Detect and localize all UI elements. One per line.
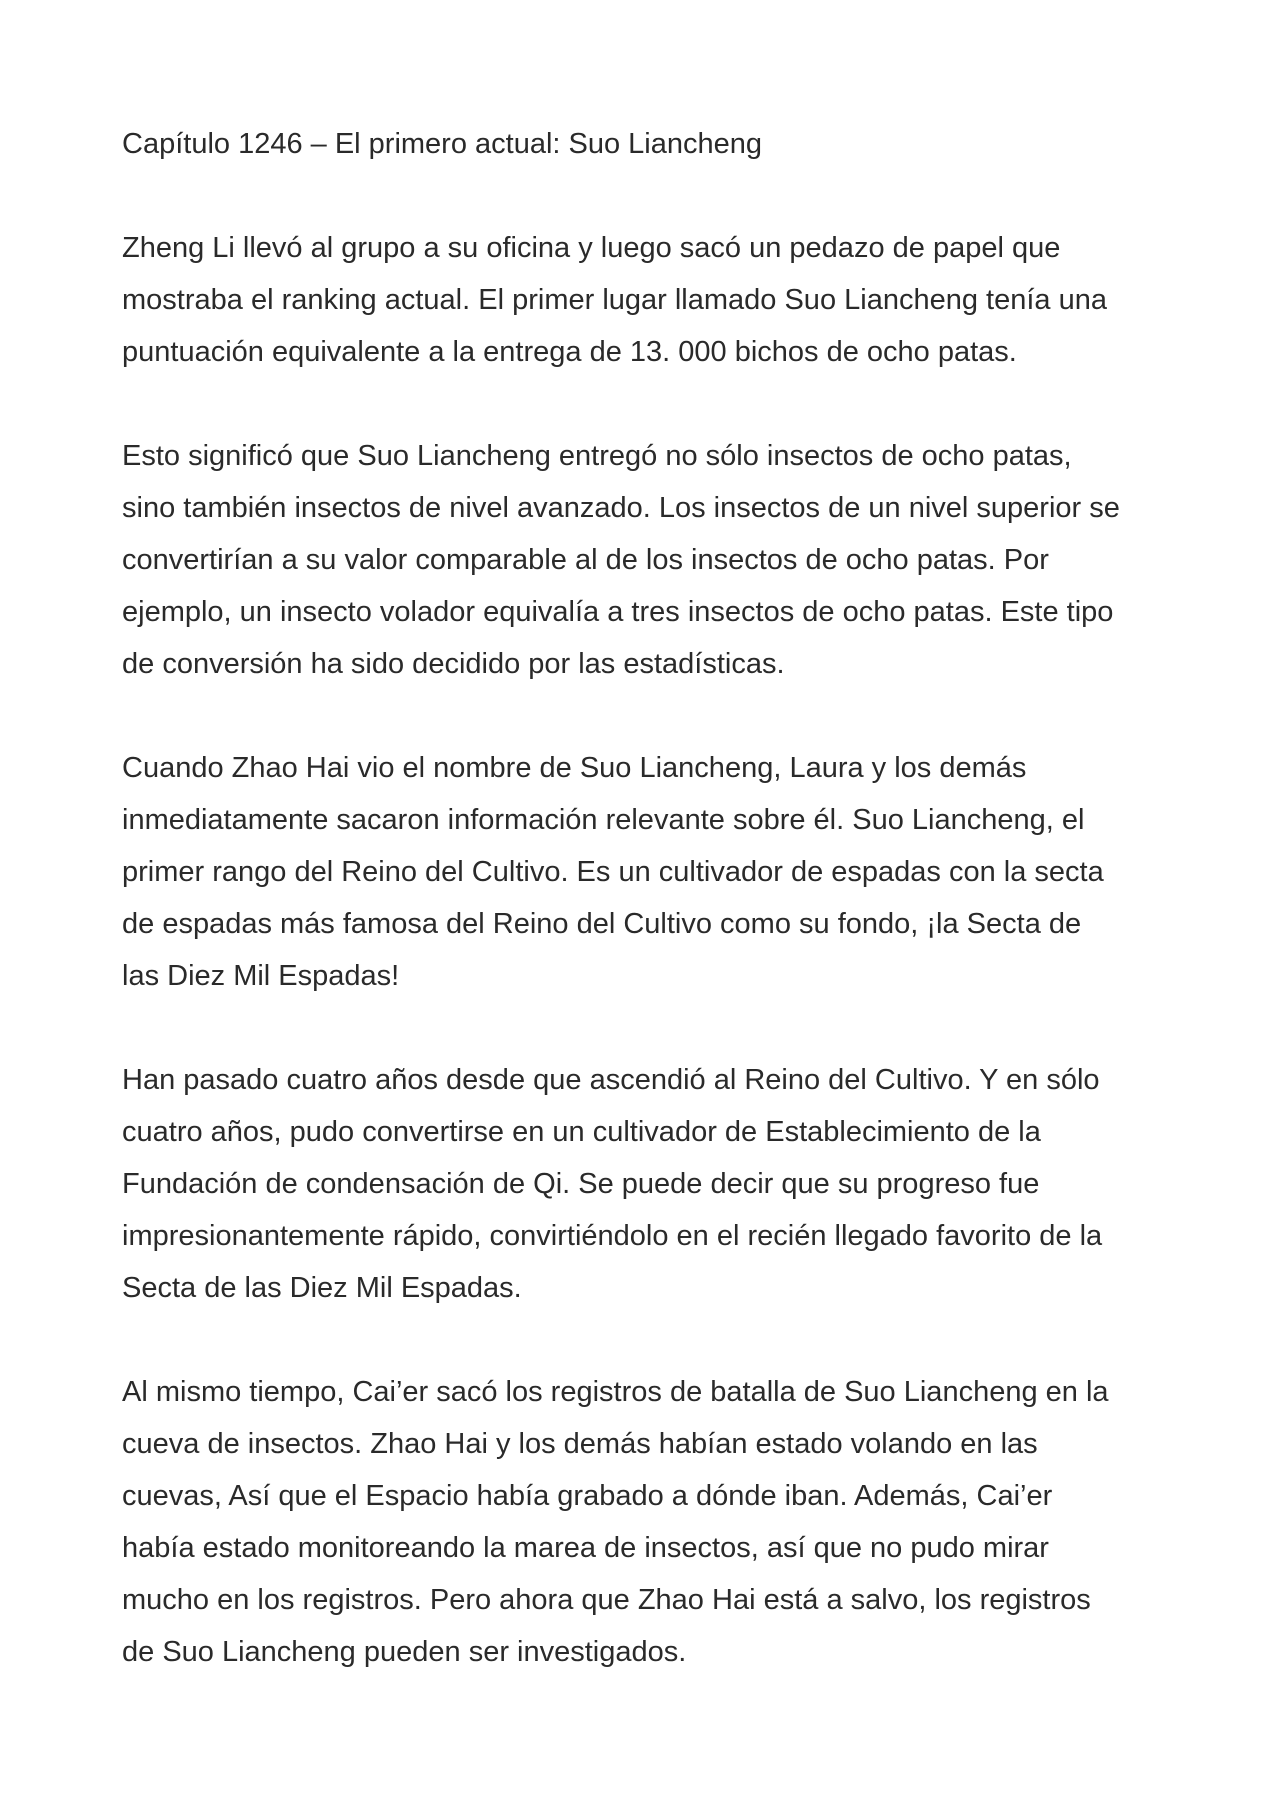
paragraph-line: las Diez Mil Espadas! [122,960,400,992]
paragraph-4 [122,1054,1172,1314]
paragraph-line: Secta de las Diez Mil Espadas. [122,1272,522,1304]
paragraph-line: Al mismo tiempo, Cai’er sacó los registros de batalla de Suo Liancheng en la [122,1376,1109,1408]
paragraph-line: cueva de insectos. Zhao Hai y los demás habían estado volando en las [122,1428,1038,1460]
paragraph-2 [122,430,1172,690]
paragraph-line: de conversión ha sido decidido por las estadísticas. [122,648,785,680]
paragraph-line: primer rango del Reino del Cultivo. Es un cultivador de espadas con la secta [122,856,1104,888]
paragraph-1 [122,222,1172,378]
paragraph-line: mucho en los registros. Pero ahora que Zhao Hai está a salvo, los registros [122,1584,1091,1616]
paragraph-line: cuevas, Así que el Espacio había grabado a dónde iban. Además, Cai’er [122,1480,1053,1512]
paragraph-line: cuatro años, pudo convertirse en un cultivador de Establecimiento de la [122,1116,1041,1148]
paragraph-line: Zheng Li llevó al grupo a su oficina y luego sacó un pedazo de papel que [122,232,1061,264]
paragraph-5 [122,1366,1172,1678]
paragraph-line: Esto significó que Suo Liancheng entregó no sólo insectos de ocho patas, [122,440,1072,472]
paragraph-line: Cuando Zhao Hai vio el nombre de Suo Liancheng, Laura y los demás [122,752,1027,784]
paragraph-line: había estado monitoreando la marea de insectos, así que no pudo mirar [122,1532,1049,1564]
paragraph-line: sino también insectos de nivel avanzado. Los insectos de un nivel superior se [122,492,1120,524]
paragraph-line: de Suo Liancheng pueden ser investigados. [122,1636,687,1668]
document-body [122,118,1172,1730]
paragraph-line: puntuación equivalente a la entrega de 13. 000 bichos de ocho patas. [122,336,1017,368]
paragraph-3 [122,742,1172,1002]
paragraph-line: Fundación de condensación de Qi. Se puede decir que su progreso fue [122,1168,1040,1200]
paragraph-line: mostraba el ranking actual. El primer lugar llamado Suo Liancheng tenía una [122,284,1107,316]
paragraph-line: Han pasado cuatro años desde que ascendió al Reino del Cultivo. Y en sólo [122,1064,1100,1096]
paragraph-line: de espadas más famosa del Reino del Cultivo como su fondo, ¡la Secta de [122,908,1082,940]
paragraph-line: inmediatamente sacaron información relevante sobre él. Suo Liancheng, el [122,804,1085,836]
paragraph-line: ejemplo, un insecto volador equivalía a tres insectos de ocho patas. Este tipo [122,596,1114,628]
paragraph-line: impresionantemente rápido, convirtiéndolo en el recién llegado favorito de la [122,1220,1103,1252]
chapter-title: Capítulo 1246 – El primero actual: Suo Liancheng [122,128,763,160]
paragraph-line: convertirían a su valor comparable al de los insectos de ocho patas. Por [122,544,1049,576]
